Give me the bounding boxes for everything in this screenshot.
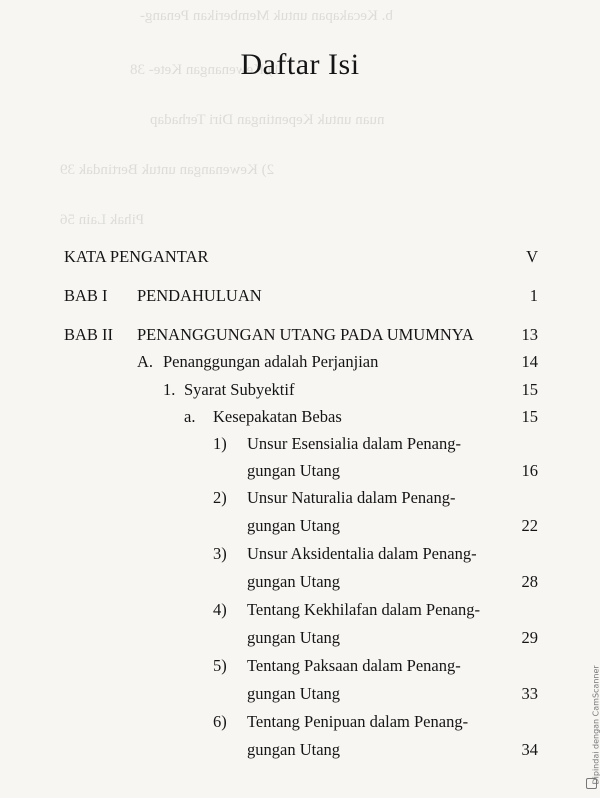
toc-point-num-5: 5) [213, 656, 227, 675]
toc-point-num-3: 3) [213, 544, 227, 563]
toc-entry-kata-pengantar: KATA PENGANTAR [64, 247, 209, 266]
toc-page-point-4: 29 [521, 628, 538, 647]
toc-page-point-1: 16 [521, 461, 538, 480]
bleed-through-text: Pihak Lain 56 [60, 212, 145, 228]
toc-point-title-6: Tentang Penipuan dalam Penang- [247, 712, 469, 731]
toc-chapter-title-1: PENDAHULUAN [137, 286, 262, 305]
toc-point-title-6-cont: gungan Utang [247, 740, 341, 759]
toc-chapter-num-2: BAB II [64, 325, 114, 344]
toc-page-point-3: 28 [521, 572, 538, 591]
bleed-through-text: b. Kecakapan untuk Memberikan Penang- [140, 8, 393, 24]
toc-page-bab-1: 1 [529, 286, 538, 305]
bleed-through-text: nuan untuk Kepentingan Diri Terhadap [150, 112, 385, 128]
toc-page-point-5: 33 [521, 684, 538, 703]
toc-point-title-4: Tentang Kekhilafan dalam Penang- [247, 600, 480, 619]
toc-item-num-a: a. [184, 407, 196, 426]
toc-page-bab-2: 13 [521, 325, 538, 344]
toc-point-title-3-cont: gungan Utang [247, 572, 341, 591]
bleed-through-text: 2) Kewenangan untuk Bertindak 39 [60, 162, 275, 178]
toc-subsection-num-1: 1. [163, 380, 176, 399]
page-title: Daftar Isi [240, 48, 360, 81]
toc-page-item-a: 15 [521, 407, 538, 426]
toc-page-section-a: 14 [521, 352, 538, 371]
toc-point-title-4-cont: gungan Utang [247, 628, 341, 647]
toc-point-title-5-cont: gungan Utang [247, 684, 341, 703]
toc-subsection-title-1: Syarat Subyektif [184, 380, 295, 399]
toc-point-num-2: 2) [213, 488, 227, 507]
toc-item-title-a: Kesepakatan Bebas [213, 407, 342, 426]
toc-page-subsection-1: 15 [521, 380, 538, 399]
toc-point-title-5: Tentang Paksaan dalam Penang- [247, 656, 461, 675]
toc-chapter-title-2: PENANGGUNGAN UTANG PADA UMUMNYA [137, 325, 474, 344]
toc-page-point-6: 34 [521, 740, 538, 759]
camscanner-icon [586, 778, 597, 789]
toc-point-title-1: Unsur Esensialia dalam Penang- [247, 434, 461, 453]
toc-point-num-1: 1) [213, 434, 227, 453]
toc-page-point-2: 22 [521, 516, 538, 535]
toc-chapter-num-1: BAB I [64, 286, 108, 305]
toc-section-num-a: A. [137, 352, 154, 371]
toc-section-title-a: Penanggungan adalah Perjanjian [163, 352, 379, 371]
bleed-through-text: 1) Kewenangan Kete- 38 [130, 62, 281, 78]
toc-point-title-1-cont: gungan Utang [247, 461, 341, 480]
scanner-watermark [586, 650, 598, 790]
toc-point-title-2: Unsur Naturalia dalam Penang- [247, 488, 456, 507]
toc-point-title-2-cont: gungan Utang [247, 516, 341, 535]
toc-page-kata-pengantar: V [526, 247, 538, 266]
toc-point-num-6: 6) [213, 712, 227, 731]
toc-point-title-3: Unsur Aksidentalia dalam Penang- [247, 544, 477, 563]
scanner-watermark-text: Dipindai dengan CamScanner [591, 665, 600, 785]
toc-point-num-4: 4) [213, 600, 227, 619]
